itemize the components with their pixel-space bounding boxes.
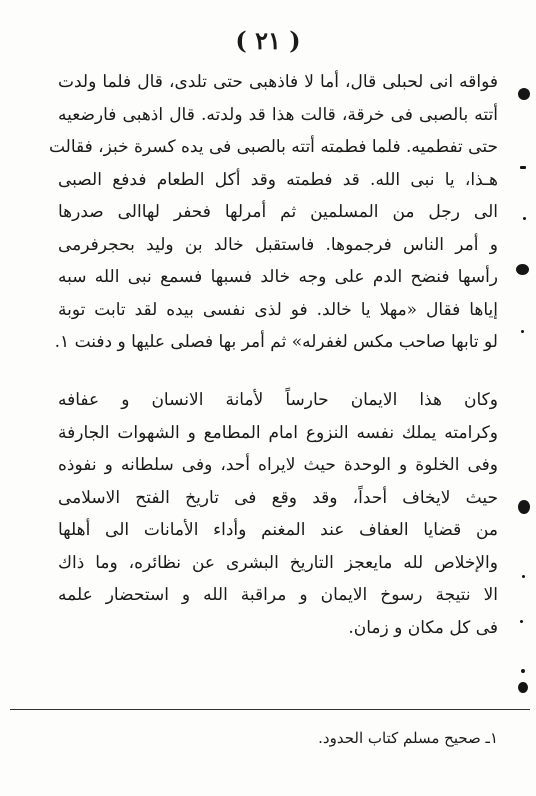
text-line: فواقه انى لحبلى قال، أما لا فاذهبى حتى تلدى، قال فلما ولدت xyxy=(58,72,498,92)
text-line: حيث لايخاف أحداً، وقد وقع فى تاريخ الفتح الاسلامى xyxy=(58,487,498,508)
ink-speck-mark xyxy=(518,88,530,100)
ink-speck-mark xyxy=(518,682,528,693)
ink-speck-mark xyxy=(521,330,524,333)
footnote-divider xyxy=(10,709,530,710)
text-line: رأسها فنضح الدم على وجه خالد فسبها فسمع نبى الله سبه xyxy=(58,267,498,287)
text-line: لو تابها صاحب مكس لغفرله» ثم أمر بها فصلى عليها و دفنت ١. xyxy=(54,332,498,352)
text-line: هـذا، يا نبى الله. قد فطمته وقد أكل الطعام فدفع الصبى xyxy=(58,169,498,190)
text-line: من قضايا العفاف عند المغنم وأداء الأمانات الى أهلها xyxy=(58,520,498,540)
ink-speck-mark xyxy=(520,166,526,169)
text-line: وفى الخلوة و الوحدة حيث لايراه أحد، وفى سلطانه و نفوذه xyxy=(58,455,498,475)
text-line: و أمر الناس فرجموها. فاستقبل خالد بن وليد بحجرفرمى xyxy=(58,234,498,255)
paragraph-1 xyxy=(48,66,498,359)
text-line: والإخلاص لله مايعجز التاريخ البشرى عن نظائره، وما ذاك xyxy=(58,552,498,573)
text-line: الا نتيجة رسوخ الايمان و مراقبة الله و استحضار علمه xyxy=(58,585,498,605)
page-number: ( ٢١ ) xyxy=(235,26,301,55)
text-line: الى رجل من المسلمين ثم أمرلها فحفر لهاالى صدرها xyxy=(58,202,498,222)
paragraph-2 xyxy=(58,384,498,644)
text-line: حتى تفطميه. فلما فطمته أتته بالصبى فى يده كسرة خبز، فقالت xyxy=(48,137,498,157)
ink-speck-mark xyxy=(523,217,526,220)
text-line: إياها فقال «مهلا يا خالد. فو لذى نفسى بيده لقد تابت توبة xyxy=(58,299,498,320)
ink-speck-mark xyxy=(516,264,529,275)
text-line: وكان هذا الايمان حارساً لأمانة الانسان و عفافه xyxy=(58,390,498,410)
ink-speck-mark xyxy=(520,620,523,623)
text-line: فى كل مكان و زمان. xyxy=(348,617,498,638)
text-line: وكرامته يملك نفسه النزوع امام المطامع و الشهوات الجارفة xyxy=(58,422,498,443)
ink-speck-mark xyxy=(518,500,530,514)
footnote: ١ـ صحيح مسلم كتاب الحدود. xyxy=(318,729,498,747)
text-line: أتته بالصبى فى خرقة، قالت هذا قد ولدته. قال اذهبى فارضعيه xyxy=(58,104,498,125)
ink-speck-mark xyxy=(522,575,525,578)
ink-speck-mark xyxy=(521,669,525,673)
